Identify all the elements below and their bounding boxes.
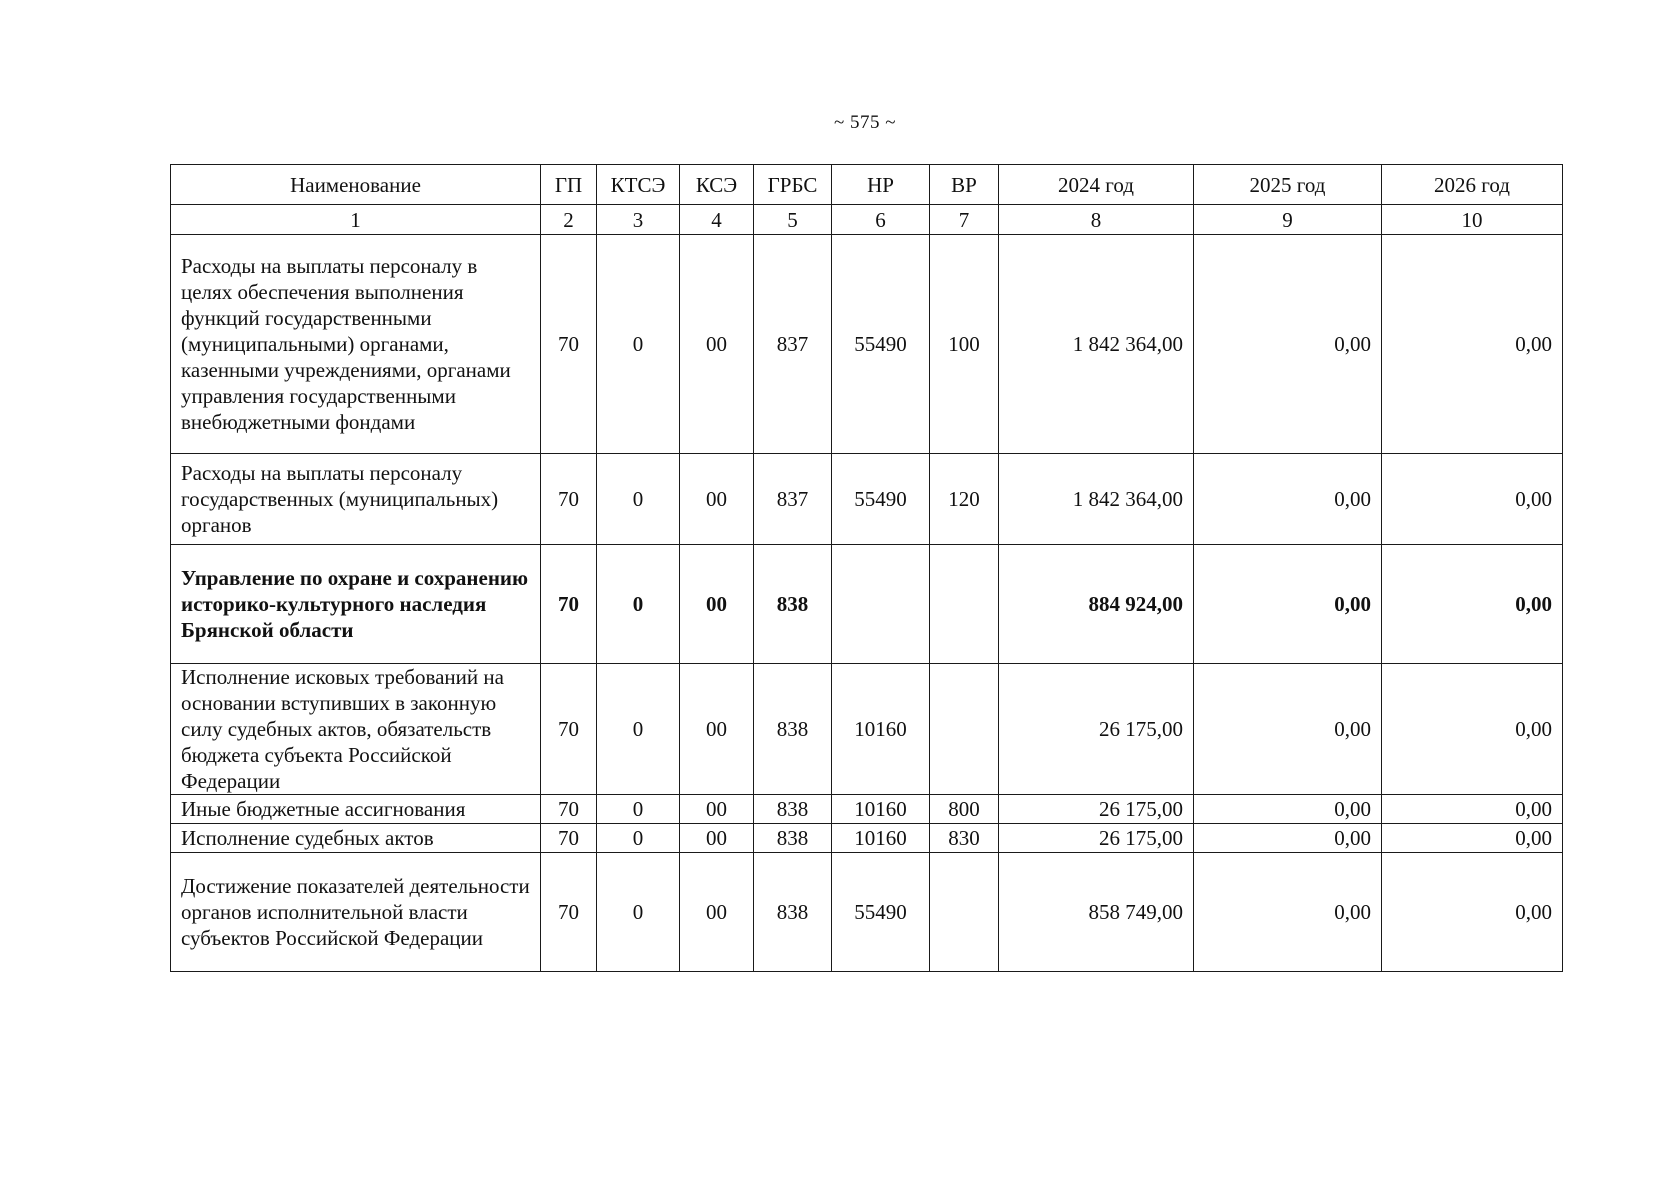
row-vr: 830 (930, 824, 999, 853)
header-ktse: КТСЭ (597, 165, 680, 205)
row-kse: 00 (680, 795, 754, 824)
row-vr (930, 664, 999, 795)
row-nr: 55490 (832, 454, 930, 545)
row-2024: 1 842 364,00 (999, 454, 1194, 545)
row-grbs: 837 (754, 454, 832, 545)
row-vr: 800 (930, 795, 999, 824)
column-number: 4 (680, 205, 754, 235)
row-gp: 70 (541, 824, 597, 853)
header-2026: 2026 год (1382, 165, 1563, 205)
row-2025: 0,00 (1194, 235, 1382, 454)
row-ktse: 0 (597, 545, 680, 664)
row-grbs: 838 (754, 664, 832, 795)
row-2025: 0,00 (1194, 795, 1382, 824)
row-nr: 10160 (832, 824, 930, 853)
header-nr: НР (832, 165, 930, 205)
row-grbs: 837 (754, 235, 832, 454)
column-number: 2 (541, 205, 597, 235)
header-grbs: ГРБС (754, 165, 832, 205)
row-kse: 00 (680, 824, 754, 853)
row-2026: 0,00 (1382, 853, 1563, 972)
header-gp: ГП (541, 165, 597, 205)
row-2025: 0,00 (1194, 545, 1382, 664)
row-gp: 70 (541, 853, 597, 972)
row-grbs: 838 (754, 795, 832, 824)
row-2024: 884 924,00 (999, 545, 1194, 664)
table-row (171, 824, 1563, 853)
row-name: Расходы на выплаты персоналу государственных (муниципальных) органов (171, 454, 541, 545)
row-gp: 70 (541, 235, 597, 454)
row-ktse: 0 (597, 853, 680, 972)
column-number: 1 (171, 205, 541, 235)
row-2025: 0,00 (1194, 853, 1382, 972)
table-row-section (171, 545, 1563, 664)
row-kse: 00 (680, 454, 754, 545)
row-nr: 10160 (832, 664, 930, 795)
row-gp: 70 (541, 454, 597, 545)
row-2024: 26 175,00 (999, 824, 1194, 853)
row-2024: 26 175,00 (999, 664, 1194, 795)
row-2026: 0,00 (1382, 664, 1563, 795)
row-name: Расходы на выплаты персоналу в целях обеспечения выполнения функций государственными (муниципальными) органами, казенными учреждениями, органами управления государственными внебюджетными фондами (171, 235, 541, 454)
header-kse: КСЭ (680, 165, 754, 205)
row-nr (832, 545, 930, 664)
row-gp: 70 (541, 795, 597, 824)
row-gp: 70 (541, 664, 597, 795)
header-2025: 2025 год (1194, 165, 1382, 205)
row-2026: 0,00 (1382, 545, 1563, 664)
header-name: Наименование (171, 165, 541, 205)
row-ktse: 0 (597, 824, 680, 853)
row-grbs: 838 (754, 545, 832, 664)
row-grbs: 838 (754, 853, 832, 972)
row-name: Исполнение исковых требований на основании вступивших в законную силу судебных актов, обязательств бюджета субъекта Российской Федерации (171, 664, 541, 795)
row-2026: 0,00 (1382, 454, 1563, 545)
row-ktse: 0 (597, 235, 680, 454)
row-ktse: 0 (597, 454, 680, 545)
row-nr: 55490 (832, 235, 930, 454)
budget-table (170, 164, 1563, 972)
column-number: 7 (930, 205, 999, 235)
row-name: Достижение показателей деятельности органов исполнительной власти субъектов Российской Федерации (171, 853, 541, 972)
row-kse: 00 (680, 664, 754, 795)
row-nr: 55490 (832, 853, 930, 972)
row-kse: 00 (680, 853, 754, 972)
table-row (171, 235, 1563, 454)
column-number: 5 (754, 205, 832, 235)
row-vr: 120 (930, 454, 999, 545)
column-number: 6 (832, 205, 930, 235)
row-grbs: 838 (754, 824, 832, 853)
row-2025: 0,00 (1194, 824, 1382, 853)
row-2025: 0,00 (1194, 664, 1382, 795)
header-2024: 2024 год (999, 165, 1194, 205)
row-2025: 0,00 (1194, 454, 1382, 545)
row-vr (930, 853, 999, 972)
row-nr: 10160 (832, 795, 930, 824)
column-number-row (171, 205, 1563, 235)
row-gp: 70 (541, 545, 597, 664)
row-2024: 858 749,00 (999, 853, 1194, 972)
page-number: ~ 575 ~ (833, 112, 897, 133)
column-number: 9 (1194, 205, 1382, 235)
row-2026: 0,00 (1382, 795, 1563, 824)
column-number: 8 (999, 205, 1194, 235)
row-ktse: 0 (597, 795, 680, 824)
row-vr: 100 (930, 235, 999, 454)
row-2024: 1 842 364,00 (999, 235, 1194, 454)
row-2026: 0,00 (1382, 235, 1563, 454)
row-ktse: 0 (597, 664, 680, 795)
row-2026: 0,00 (1382, 824, 1563, 853)
row-name: Исполнение судебных актов (171, 824, 541, 853)
table-row (171, 853, 1563, 972)
header-vr: ВР (930, 165, 999, 205)
table-row (171, 664, 1563, 795)
row-2024: 26 175,00 (999, 795, 1194, 824)
header-row (171, 165, 1563, 205)
row-kse: 00 (680, 235, 754, 454)
row-vr (930, 545, 999, 664)
table-row (171, 795, 1563, 824)
row-name: Иные бюджетные ассигнования (171, 795, 541, 824)
column-number: 3 (597, 205, 680, 235)
table-row (171, 454, 1563, 545)
row-name: Управление по охране и сохранению историко-культурного наследия Брянской области (171, 545, 541, 664)
column-number: 10 (1382, 205, 1563, 235)
row-kse: 00 (680, 545, 754, 664)
